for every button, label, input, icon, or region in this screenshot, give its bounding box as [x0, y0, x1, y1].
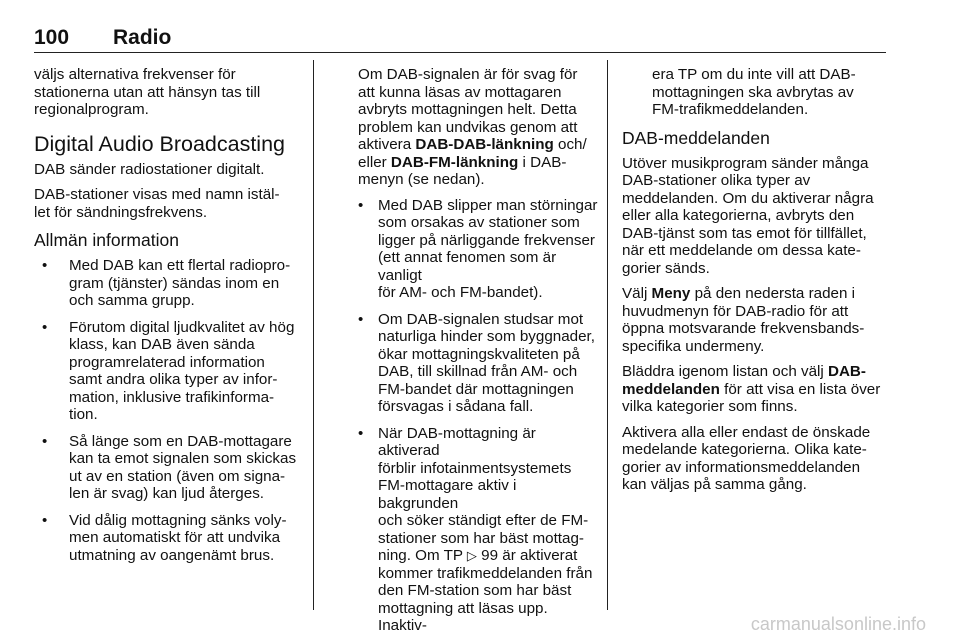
paragraph: Välj Meny på den nedersta raden i huvudmenyn för DAB-radio för att öppna motsvarande frekvensbands- specifika undermeny.: [622, 285, 865, 355]
subheading: DAB-meddelanden: [622, 127, 770, 148]
page-number: 100: [34, 26, 70, 49]
bullet-list: [358, 197, 598, 635]
section-heading: Digital Audio Broadcasting: [34, 131, 285, 156]
section-title: Radio: [113, 26, 172, 49]
column-divider: [313, 60, 314, 610]
subheading: Allmän information: [34, 230, 179, 250]
list-item: • Med DAB kan ett flertal radiopro- gram (tjänster) sändas inom en och samma grupp.: [34, 257, 302, 310]
intro-paragraph: väljs alternativa frekvenser för stationerna utan att hänsyn tas till regionalprogram.: [34, 66, 261, 118]
column-left: [34, 66, 302, 573]
list-item: • Med DAB slipper man störningar som orsakas av stationer som ligger på närliggande frekvenser (ett annat fenomen som är vanligt för AM- och FM-bandet).: [358, 197, 598, 302]
list-item: • När DAB-mottagning är aktiverad förblir infotainmentsystemets FM-mottagare aktiv i bakgrunden och söker ständigt efter de FM- stationer som har bäst mottag- ning. Om TP ▷ 99 är aktiverat kommer trafikmeddelanden från den FM-station som har bäst mottagning att läsas upp. Inaktiv-: [358, 425, 598, 635]
column-middle: [358, 66, 598, 644]
page-header: [34, 26, 886, 53]
column-right: [622, 66, 890, 502]
list-item: • Så länge som en DAB-mottagare kan ta emot signalen som skickas ut av en station (även om signa- len är svag) kan ljud återges.: [34, 433, 302, 503]
menu-term: DAB-DAB-länkning: [415, 136, 554, 153]
paragraph: era TP om du inte vill att DAB- mottagningen ska avbrytas av FM-trafikmeddelanden.: [652, 66, 856, 118]
list-item: • Om DAB-signalen studsar mot naturliga hinder som byggnader, ökar mottagningskvaliteten på DAB, till skillnad från AM- och FM-bandet där mottagningen försvagas i sådana fall.: [358, 311, 598, 416]
menu-term: DAB-FM-länkning: [390, 153, 519, 171]
column-divider: [607, 60, 608, 610]
watermark: carmanualsonline.info: [750, 614, 926, 634]
paragraph: DAB sänder radiostationer digitalt.: [34, 160, 265, 178]
paragraph: Bläddra igenom listan och välj DAB- meddelanden för att visa en lista över vilka kategorier som finns.: [622, 363, 881, 415]
paragraph: DAB-stationer visas med namn istäl- let för sändningsfrekvens.: [34, 186, 280, 221]
list-item: • Förutom digital ljudkvalitet av hög klass, kan DAB även sända programrelaterad information samt andra olika typer av infor- mation, inklusive trafikinforma- tion.: [34, 319, 302, 424]
bullet-list: [34, 257, 302, 564]
menu-term: meddelanden: [622, 380, 720, 398]
menu-term: Meny: [651, 285, 691, 302]
menu-term: DAB-: [828, 363, 866, 380]
paragraph: Aktivera alla eller endast de önskade medelande kategorierna. Olika kate- gorier av informationsmeddelanden kan väljas på samma gång.: [622, 423, 871, 493]
paragraph: Utöver musikprogram sänder många DAB-stationer olika typer av meddelanden. Om du aktiverar några eller alla kategorierna, avbryts den DAB-tjänst som tas emot för tillfället, när ett meddelande om dessa kate- gorier sänds.: [622, 154, 874, 277]
list-item: • Vid dålig mottagning sänks voly- men automatiskt för att undvika utmatning av oangenämt brus.: [34, 512, 302, 565]
paragraph: Om DAB-signalen är för svag för att kunna läsas av mottagaren avbryts mottagningen helt. Detta problem kan undvikas genom att aktivera DAB-DAB-länkning och/ eller DAB-FM-länkning i DAB- menyn (se nedan).: [358, 66, 587, 188]
triangle-icon: ▷: [466, 548, 477, 563]
